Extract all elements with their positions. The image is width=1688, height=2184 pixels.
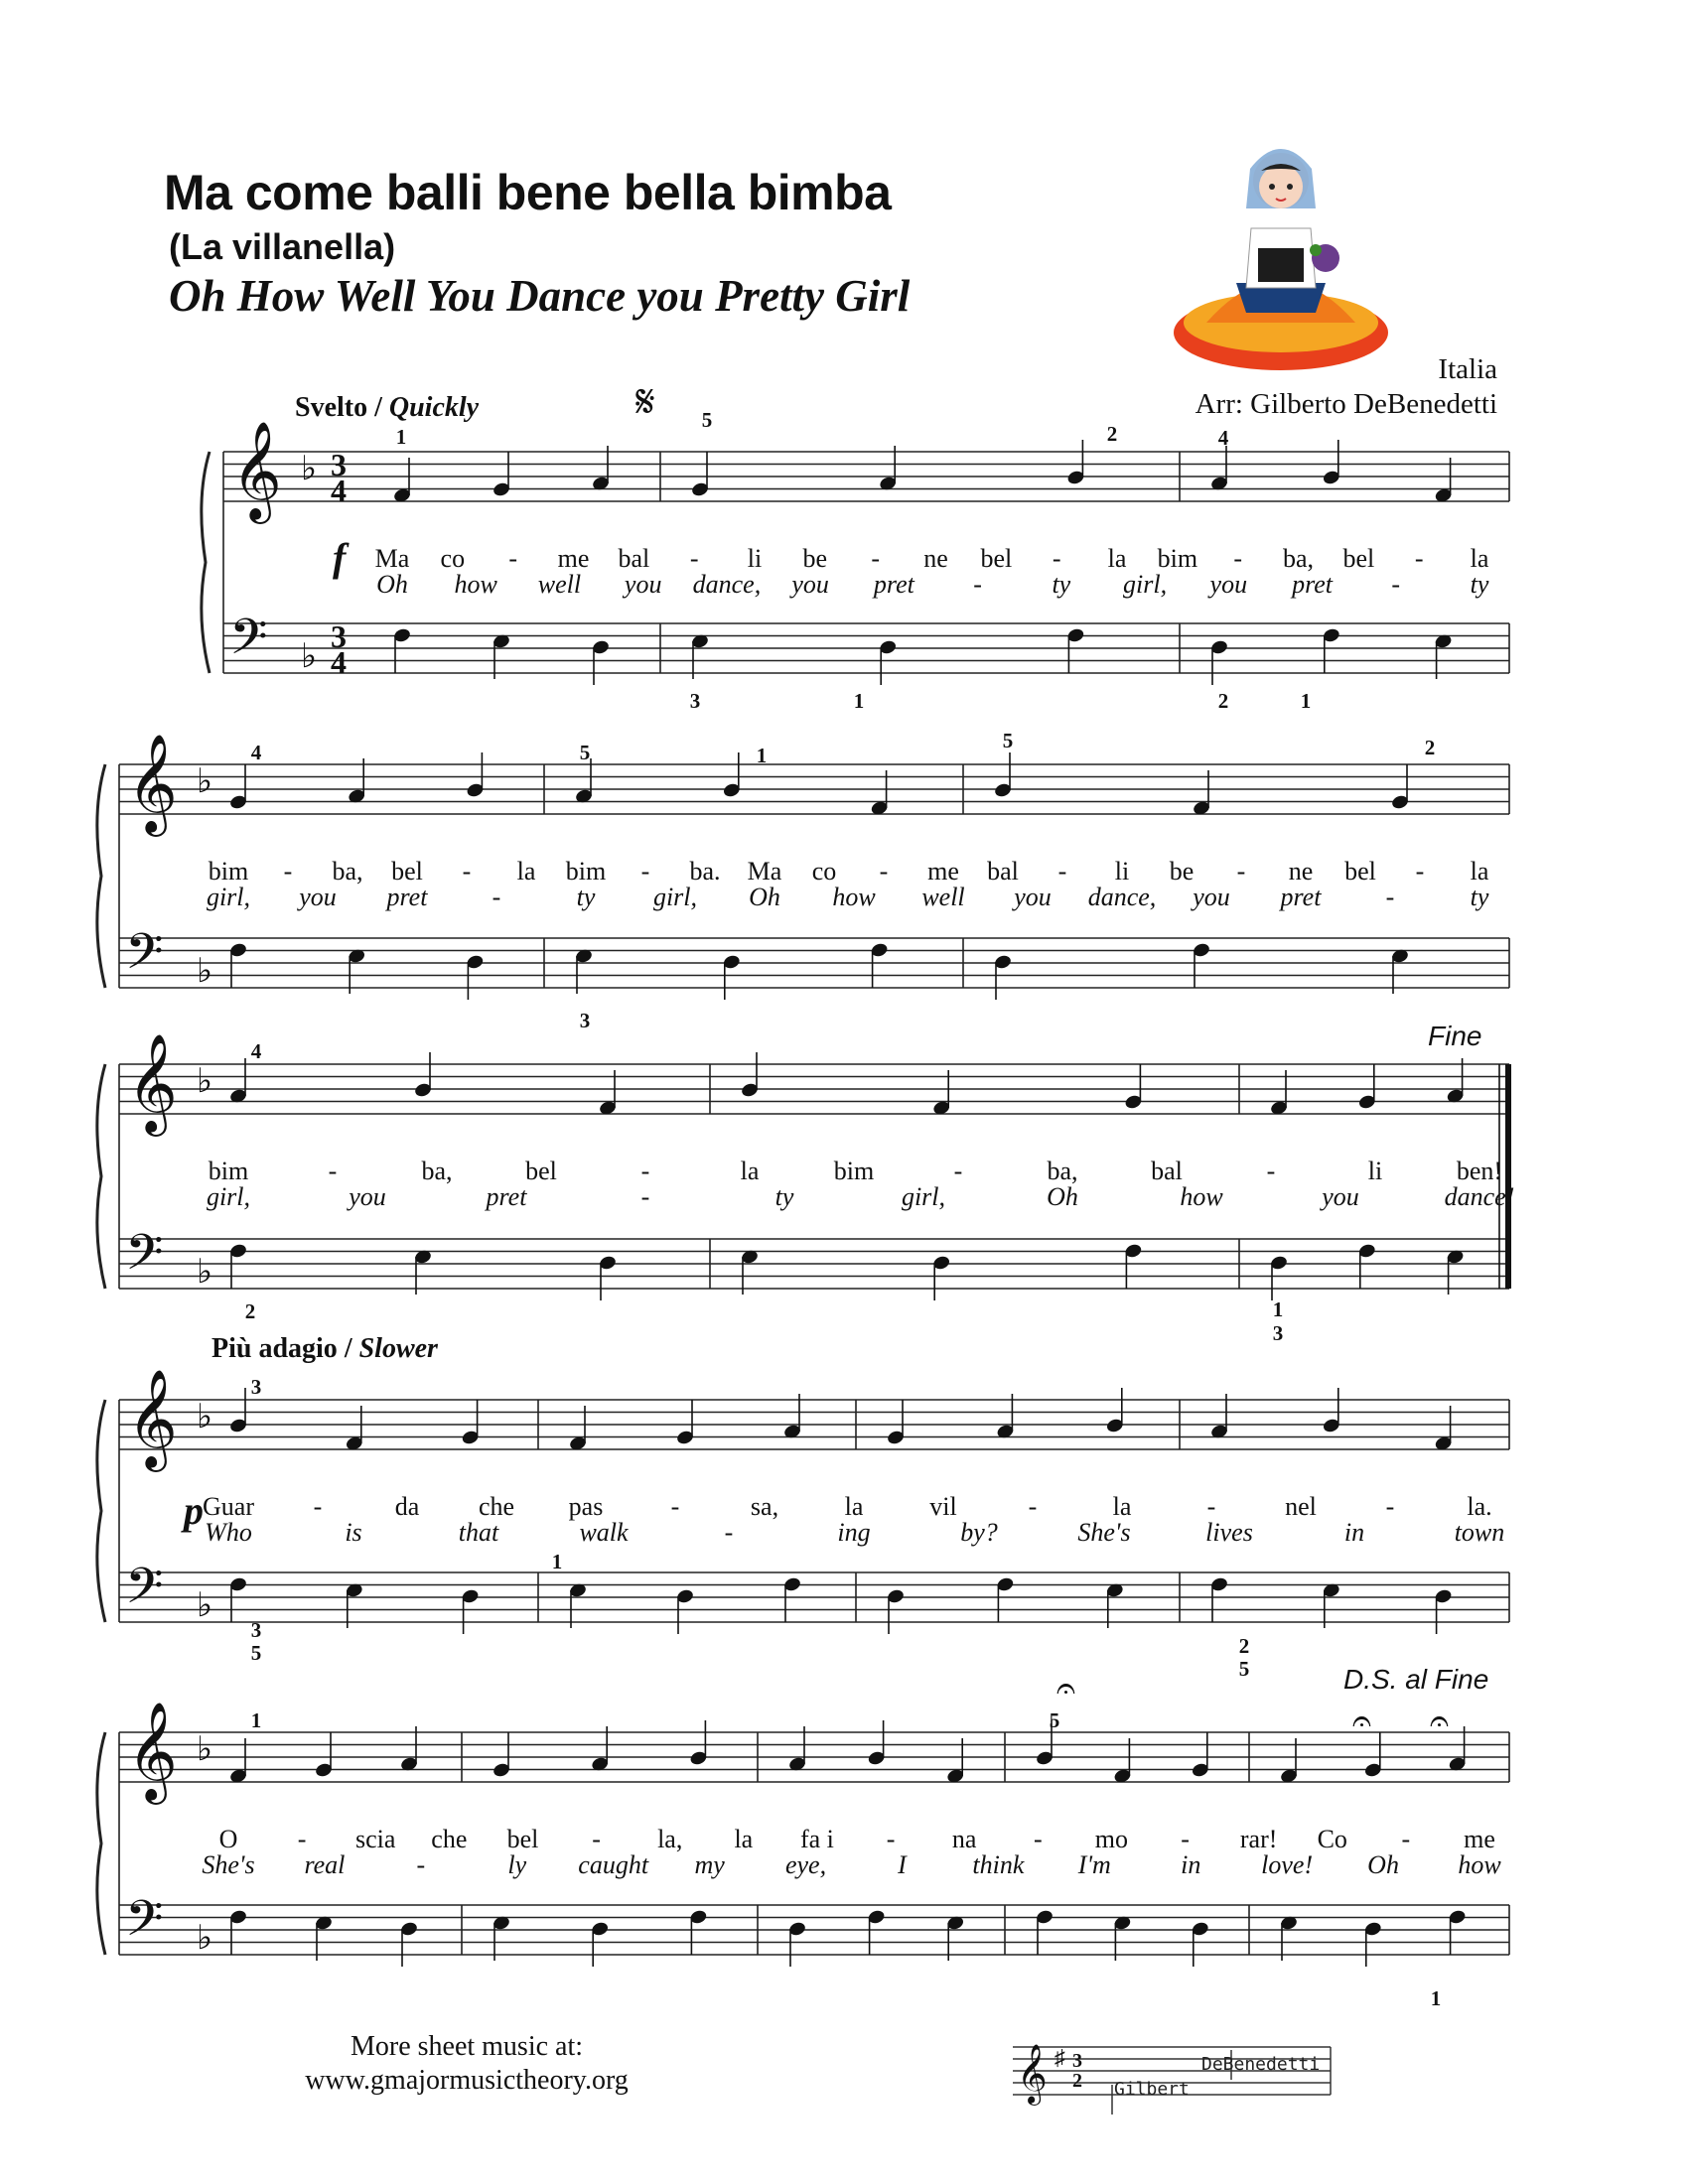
lyric-en: in [1181, 1850, 1201, 1879]
fingering: 5 [1002, 729, 1014, 752]
fingering: 3 [250, 1618, 262, 1642]
lyric-en: you [791, 570, 829, 599]
treble-clef-icon: 𝄞 [127, 1033, 178, 1133]
lyric-en: She's [202, 1850, 255, 1879]
lyric-it: Ma [374, 544, 410, 573]
bass-clef-icon: 𝄢 [125, 923, 164, 993]
svg-text:4: 4 [331, 473, 347, 508]
lyric-it: - [640, 857, 650, 886]
lyric-it: Ma [747, 857, 782, 886]
lyric-it: li [1114, 857, 1130, 886]
lyric-en: how [454, 570, 497, 599]
lyric-it: - [953, 1157, 963, 1185]
lyric-it: ba, [1282, 544, 1315, 573]
treble-clef-icon: 𝄞 [127, 734, 178, 833]
fingering: 1 [395, 425, 407, 449]
lyric-it: la, [657, 1825, 683, 1853]
flat-icon: ♭ [197, 1731, 213, 1768]
lyric-en: how [832, 883, 876, 911]
lyric-it: Co [1317, 1825, 1347, 1853]
fingering: 5 [1238, 1657, 1250, 1681]
fingering: 2 [1238, 1634, 1250, 1658]
fingering: 2 [1106, 422, 1118, 446]
flat-icon: ♭ [197, 1254, 213, 1291]
lyric-it: - [1206, 1492, 1216, 1521]
treble-clef-icon: 𝄞 [127, 1369, 178, 1468]
lyric-it: - [508, 544, 518, 573]
lyric-en: - [492, 883, 501, 911]
treble-clef-icon: 𝄞 [231, 421, 282, 520]
lyric-it: - [640, 1157, 650, 1185]
lyric-it: la [734, 1825, 754, 1853]
lyric-it: pas [568, 1492, 604, 1521]
brace [97, 1732, 105, 1955]
lyric-it: - [1181, 1825, 1190, 1853]
lyric-it: - [1233, 544, 1243, 573]
lyric-it: la [844, 1492, 864, 1521]
lyric-en: my [694, 1850, 725, 1879]
lyric-en: Oh [749, 883, 780, 911]
lyric-en: pret [873, 570, 914, 599]
brace [202, 452, 210, 673]
lyric-it: - [313, 1492, 323, 1521]
fingering: 1 [756, 744, 768, 767]
arranger-label: Arr: Gilberto DeBenedetti [1195, 388, 1497, 420]
fingering: 3 [1272, 1321, 1284, 1345]
lyric-it: ba. [689, 857, 721, 886]
dynamic-forte: f [333, 535, 347, 580]
tempo-marking-1: Svelto / Quickly [295, 392, 480, 423]
bass-clef-icon: 𝄢 [125, 1890, 164, 1960]
lyric-it: vil [929, 1492, 957, 1521]
fingering: 1 [1272, 1297, 1284, 1321]
lyric-it: - [1385, 1492, 1395, 1521]
english-title: Oh How Well You Dance you Pretty Girl [169, 271, 911, 321]
lyric-en: I'm [1077, 1850, 1111, 1879]
lyric-en: you [1193, 883, 1230, 911]
lyric-it: O [218, 1825, 238, 1853]
bass-clef-icon: 𝄢 [125, 1224, 164, 1294]
fermata-icon: 𝄐 [1056, 1669, 1075, 1708]
lyric-it: be [1169, 857, 1195, 886]
system-5 [97, 1702, 1509, 2010]
svg-text:3: 3 [1072, 2050, 1082, 2072]
lyric-it: be [802, 544, 828, 573]
lyric-it: li [1367, 1157, 1383, 1185]
lyric-en: think [972, 1850, 1025, 1879]
fingering: 1 [853, 689, 865, 713]
lyric-it: - [886, 1825, 896, 1853]
lyric-it: ba, [1047, 1157, 1078, 1185]
flat-icon: ♭ [197, 953, 213, 990]
lyric-en: ly [507, 1850, 527, 1879]
lyric-it: ba, [421, 1157, 453, 1185]
bass-clef-icon: 𝄢 [125, 1558, 164, 1627]
lyric-en: - [1391, 570, 1401, 599]
flat-icon: ♭ [301, 638, 318, 675]
lyric-it: bal [987, 857, 1019, 886]
lyric-it: - [871, 544, 881, 573]
ds-al-fine-marker: D.S. al Fine [1343, 1664, 1489, 1695]
fingering: 3 [579, 1009, 591, 1032]
lyric-en: that [458, 1518, 499, 1547]
fingering: 2 [1424, 736, 1436, 759]
lyric-en: caught [578, 1850, 649, 1879]
lyric-it: bim [208, 857, 249, 886]
lyric-en: pret [486, 1182, 527, 1211]
lyric-it: - [283, 857, 293, 886]
fingering: 2 [244, 1299, 256, 1323]
lyric-en: dance! [1444, 1182, 1515, 1211]
lyric-en: pret [386, 883, 428, 911]
lyric-en: dance, [692, 570, 762, 599]
lyric-it: - [1236, 857, 1246, 886]
treble-clef-icon: 𝄞 [127, 1702, 178, 1801]
lyric-it: la [1470, 544, 1489, 573]
flat-icon: ♭ [197, 763, 213, 800]
fingering: 5 [1049, 1708, 1060, 1732]
lyric-en: girl, [206, 883, 251, 911]
lyric-en: Oh [1047, 1182, 1078, 1211]
signature-last: DeBenedetti [1201, 2054, 1321, 2075]
bass-clef-icon: 𝄢 [229, 609, 268, 678]
lyric-en: Oh [376, 570, 408, 599]
lyric-it: me [557, 544, 590, 573]
lyric-en: you [349, 1182, 386, 1211]
footer-line-1: More sheet music at: [350, 2031, 584, 2062]
footer [189, 2030, 745, 2098]
flat-icon: ♭ [197, 1587, 213, 1624]
flat-icon: ♭ [197, 1399, 213, 1435]
lyric-it: sa, [750, 1492, 779, 1521]
song-title: Ma come balli bene bella bimba [164, 165, 892, 220]
lyric-it: la [1107, 544, 1127, 573]
lyric-en: - [1385, 883, 1395, 911]
lyric-en: lives [1205, 1518, 1253, 1547]
fingering: 4 [250, 741, 262, 764]
system-2 [97, 729, 1509, 1032]
tempo-marking-2: Più adagio / Slower [211, 1333, 438, 1364]
lyric-en: you [1014, 883, 1052, 911]
segno-icon: 𝄋 [635, 374, 655, 428]
treble-clef-icon: 𝄞 [1017, 2044, 1048, 2104]
lyric-en: ty [1052, 570, 1071, 599]
lyric-it: la [740, 1157, 760, 1185]
svg-text:4: 4 [331, 644, 347, 680]
lyric-it: mo [1094, 1825, 1129, 1853]
time-signature: 3 [331, 618, 347, 654]
lyric-en: dance, [1087, 883, 1157, 911]
lyric-en: ing [837, 1518, 871, 1547]
sharp-icon: ♯ [1055, 2045, 1065, 2070]
lyric-it: fa i [799, 1825, 834, 1853]
time-signature: 3 [331, 447, 347, 482]
lyric-it: me [927, 857, 959, 886]
lyric-it: la [1470, 857, 1489, 886]
system-4 [97, 1369, 1509, 1681]
fingering: 4 [1217, 426, 1229, 450]
lyric-it: na [951, 1825, 977, 1853]
lyric-it: bim [208, 1157, 249, 1185]
lyric-it: bel [1344, 857, 1376, 886]
lyric-it: - [1266, 1157, 1276, 1185]
lyric-en: ty [576, 883, 596, 911]
lyric-it: - [1415, 857, 1425, 886]
lyric-it: Guar [203, 1492, 254, 1521]
fingering: 3 [689, 689, 701, 713]
lyric-it: bel [506, 1825, 539, 1853]
lyric-it: - [297, 1825, 307, 1853]
lyric-en: you [624, 570, 662, 599]
lyric-en: in [1343, 1518, 1365, 1547]
lyric-en: ty [1470, 883, 1489, 911]
flat-icon: ♭ [197, 1063, 213, 1100]
lyric-en: ty [774, 1182, 794, 1211]
lyric-en: Oh [1367, 1850, 1399, 1879]
lyric-en: girl, [652, 883, 698, 911]
fingering: 2 [1217, 689, 1229, 713]
lyric-it: la [516, 857, 536, 886]
lyric-en: girl, [901, 1182, 946, 1211]
lyric-it: co [811, 857, 837, 886]
lyric-it: ben! [1456, 1157, 1503, 1185]
lyric-it: - [1028, 1492, 1038, 1521]
lyric-it: la [1112, 1492, 1132, 1521]
song-subtitle: (La villanella) [169, 226, 396, 267]
lyric-en: eye, [784, 1850, 827, 1879]
lyric-it: - [689, 544, 699, 573]
lyric-en: - [724, 1518, 734, 1547]
lyric-it: me [1464, 1825, 1495, 1853]
lyric-it: - [328, 1157, 338, 1185]
lyric-en: Who [205, 1518, 252, 1547]
lyric-en: well [921, 883, 965, 911]
lyric-it: - [670, 1492, 680, 1521]
lyric-it: bim [565, 857, 607, 886]
lyric-en: well [537, 570, 582, 599]
lyric-en: you [1322, 1182, 1359, 1211]
lyric-en: walk [579, 1518, 629, 1547]
lyric-en: love! [1261, 1850, 1314, 1879]
origin-label: Italia [1438, 353, 1497, 385]
lyric-en: - [640, 1182, 650, 1211]
lyric-en: - [973, 570, 982, 599]
lyric-it: ne [923, 544, 948, 573]
lyric-it: ba, [332, 857, 363, 886]
lyric-en: is [345, 1518, 362, 1547]
lyric-it: - [1057, 857, 1067, 886]
lyric-it: che [478, 1492, 515, 1521]
fingering: 1 [250, 1708, 262, 1732]
lyric-en: pret [1292, 570, 1333, 599]
lyric-it: - [1414, 544, 1424, 573]
lyric-it: bel [1342, 544, 1375, 573]
dynamic-piano: p [184, 1488, 204, 1533]
footer-line-2: www.gmajormusictheory.org [305, 2065, 629, 2096]
lyric-it: bal [1151, 1157, 1183, 1185]
system-1 [202, 408, 1509, 713]
fermata-icon: 𝄐 [1352, 1702, 1371, 1741]
lyric-en: ty [1470, 570, 1489, 599]
lyric-it: - [592, 1825, 601, 1853]
lyric-en: how [1180, 1182, 1223, 1211]
lyric-en: you [1209, 570, 1248, 599]
lyric-en: real [304, 1850, 346, 1879]
lyric-it: che [431, 1825, 468, 1853]
lyric-it: la. [1467, 1492, 1492, 1521]
lyric-it: bel [391, 857, 423, 886]
flat-icon: ♭ [301, 451, 318, 487]
lyric-it: bim [1157, 544, 1198, 573]
lyric-it: - [1052, 544, 1061, 573]
lyric-it: da [394, 1492, 420, 1521]
lyric-it: rar! [1239, 1825, 1278, 1853]
lyric-en: I [898, 1850, 907, 1879]
lyric-en: girl, [1123, 570, 1168, 599]
system-3 [97, 1033, 1515, 1345]
lyric-en: how [1458, 1850, 1501, 1879]
fingering: 5 [250, 1641, 262, 1665]
lyric-it: - [462, 857, 472, 886]
fingering: 1 [1430, 1986, 1442, 2010]
fingering: 5 [579, 741, 591, 764]
lyric-en: town [1454, 1518, 1505, 1547]
lyric-it: scia [355, 1825, 396, 1853]
lyric-it: - [1401, 1825, 1411, 1853]
lyric-en: - [416, 1850, 426, 1879]
fingering: 1 [551, 1550, 563, 1573]
lyric-it: nel [1285, 1492, 1317, 1521]
lyric-en: pret [1280, 883, 1322, 911]
fingering: 1 [1300, 689, 1312, 713]
lyric-en: you [299, 883, 337, 911]
signature-first: Gilbert [1114, 2079, 1190, 2100]
lyric-it: li [747, 544, 763, 573]
fine-marker: Fine [1428, 1021, 1482, 1051]
lyric-it: bel [980, 544, 1013, 573]
brace [97, 1400, 105, 1622]
lyric-it: - [879, 857, 889, 886]
lyric-it: bal [618, 544, 650, 573]
lyric-en: She's [1077, 1518, 1131, 1547]
fingering: 3 [250, 1375, 262, 1399]
fingering: 4 [250, 1039, 262, 1063]
flat-icon: ♭ [197, 1920, 213, 1957]
lyric-it: co [440, 544, 466, 573]
brace [97, 764, 105, 988]
signature-staff [1003, 2025, 1340, 2124]
svg-text:2: 2 [1072, 2070, 1082, 2092]
lyric-en: by? [960, 1518, 998, 1547]
lyric-en: girl, [206, 1182, 251, 1211]
lyric-it: - [1033, 1825, 1043, 1853]
lyric-it: ne [1288, 857, 1314, 886]
fingering: 5 [701, 408, 713, 432]
fermata-icon: 𝄐 [1430, 1702, 1449, 1741]
lyric-it: bim [833, 1157, 875, 1185]
lyric-it: bel [525, 1157, 557, 1185]
brace [97, 1064, 105, 1289]
